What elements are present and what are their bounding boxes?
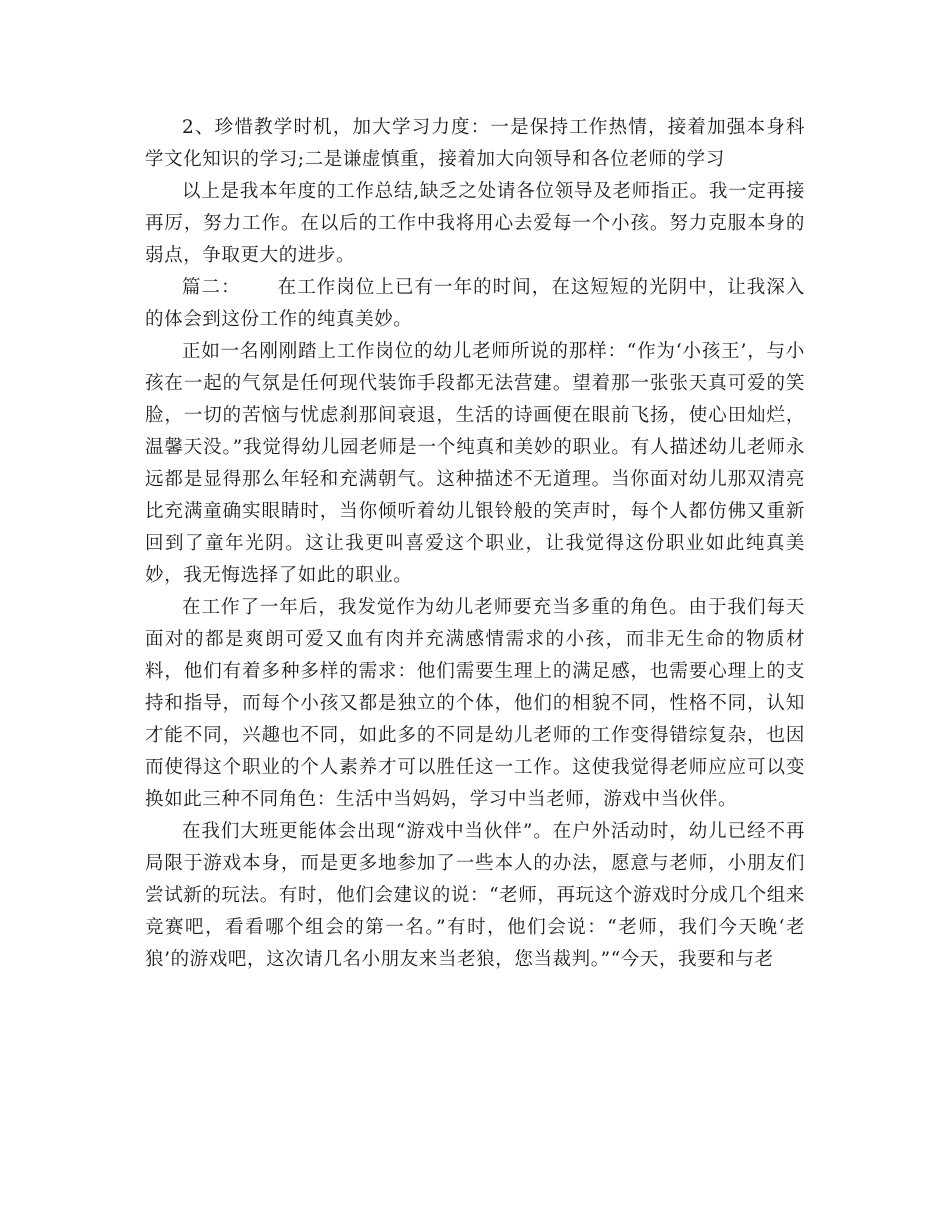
section-label: 篇二： [182, 277, 241, 298]
paragraph-teacher-quote: 正如一名刚刚踏上工作岗位的幼儿老师所说的那样：“作为‘小孩王’，与小孩在一起的气氛是任何现代装饰手段都无法营建。望着那一张张天真可爱的笑脸，一切的苦恼与忧虑刹那间衰退，生活的诗画便在眼前飞扬，使心田灿烂，温馨天没。”我觉得幼儿园老师是一个纯真和美妙的职业。有人描述幼儿老师永远都是显得那么年轻和充满朝气。这种描述不无道理。当你面对幼儿那双清亮比充满童确实眼睛时，当你倾听着幼儿银铃般的笑声时，每个人都仿佛又重新回到了童年光阴。这让我更叫喜爱这个职业，让我觉得这份职业如此纯真美妙，我无悔选择了如此的职业。 [145, 341, 805, 586]
paragraph-summary-closing: 以上是我本年度的工作总结,缺乏之处请各位领导及老师指正。我一定再接再厉，努力工作。在以后的工作中我将用心去爱每一个小孩。努力克服本身的弱点，争取更大的进步。 [145, 181, 805, 266]
paragraph-study-plan: 2、珍惜教学时机，加大学习力度：一是保持工作热情，接着加强本身科学文化知识的学习;二是谦虚慎重，接着加大向领导和各位老师的学习 [145, 117, 805, 170]
document-page [145, 112, 805, 976]
paragraph-section-two-intro [145, 272, 805, 336]
paragraph-game-partner: 在我们大班更能体会出现“游戏中当伙伴”。在户外活动时，幼儿已经不再局限于游戏本身，而是更多地参加了一些本人的办法，愿意与老师，小朋友们尝试新的玩法。有时，他们会建议的说：“老师，再玩这个游戏时分成几个组来竞赛吧，看看哪个组会的第一名。”有时，他们会说：“老师，我们今天晚‘老狼’的游戏吧，这次请几名小朋友来当老狼，您当裁判。”“今天，我要和与老 [145, 821, 805, 970]
section-two-intro-text: 在工作岗位上已有一年的时间，在这短短的光阴中，让我深入的体会到这份工作的纯真美妙。 [145, 277, 805, 330]
paragraph-multiple-roles: 在工作了一年后，我发觉作为幼儿老师要充当多重的角色。由于我们每天面对的都是爽朗可爱又血有肉并充满感情需求的小孩，而非无生命的物质材料，他们有着多种多样的需求：他们需要生理上的满足感，也需要心理上的支持和指导，而每个小孩又都是独立的个体，他们的相貌不同，性格不同，认知才能不同，兴趣也不同，如此多的不同是幼儿老师的工作变得错综复杂，也因而使得这个职业的个人素养才可以胜任这一工作。这使我觉得老师应应可以变换如此三种不同角色：生活中当妈妈，学习中当老师，游戏中当伙伴。 [145, 597, 805, 810]
